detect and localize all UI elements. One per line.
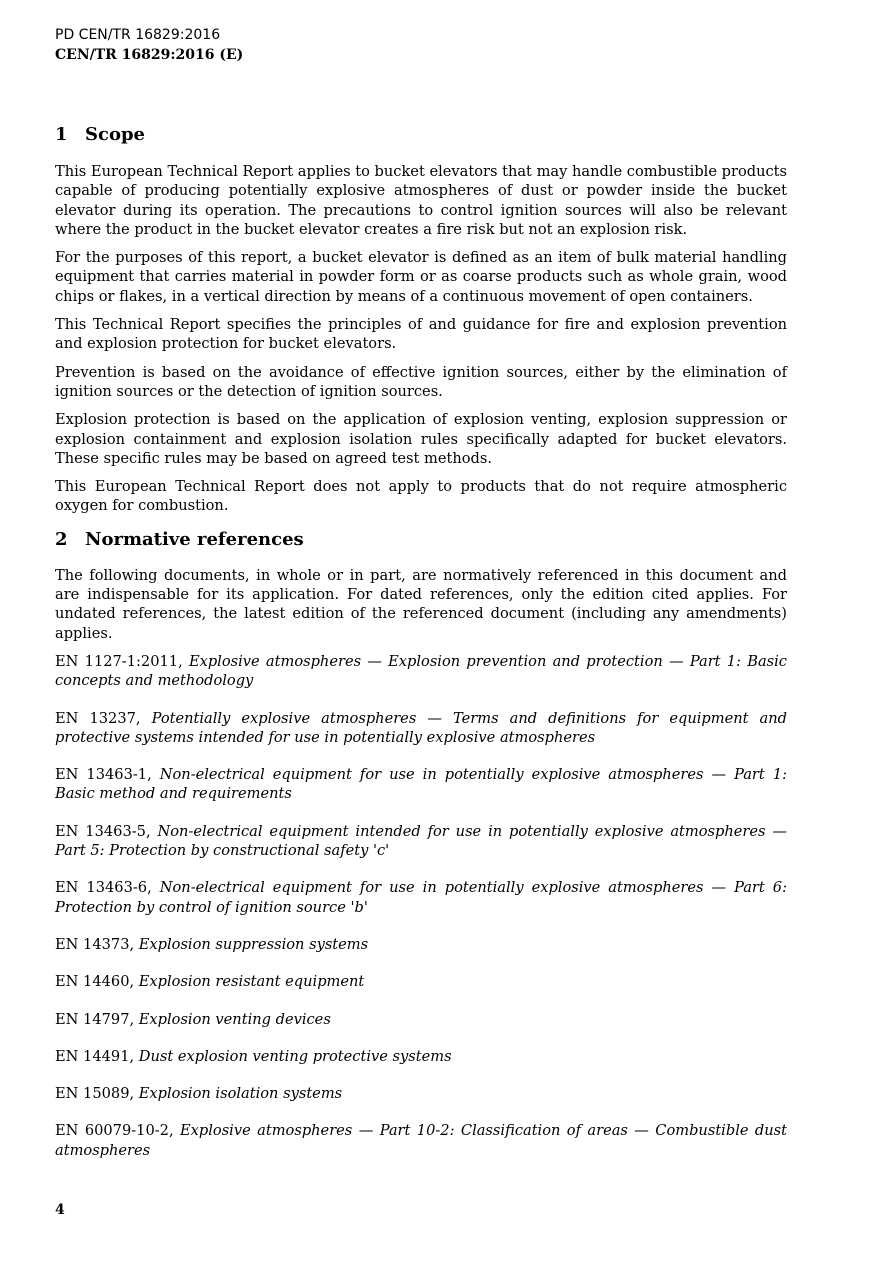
section-title: Normative references — [85, 528, 304, 550]
reference-code: EN 13463-6, — [55, 879, 160, 897]
reference-code: EN 14373, — [55, 935, 139, 953]
reference-title: Non-electrical equipment for use in potentially explosive atmospheres — Part 6: Protection by control of ignition source 'b' — [55, 879, 787, 916]
section-number: 1 — [55, 124, 68, 145]
reference-title: Explosion resistant equipment — [138, 973, 365, 991]
reference-code: EN 14491, — [55, 1047, 139, 1065]
reference-item — [55, 709, 787, 748]
header-document-id-en: CEN/TR 16829:2016 (E) — [55, 47, 244, 63]
page-content — [55, 123, 787, 1178]
reference-code: EN 15089, — [55, 1085, 139, 1103]
section-heading-normative-references — [55, 528, 787, 552]
page-number: 4 — [55, 1202, 65, 1218]
section-number: 2 — [55, 528, 68, 550]
header-document-id: PD CEN/TR 16829:2016 — [55, 27, 221, 43]
scope-paragraph: This Technical Report specifies the principles of and guidance for fire and explosion prevention and explosion protection for bucket elevators. — [55, 316, 787, 353]
reference-title: Explosion isolation systems — [138, 1085, 343, 1103]
reference-title: Dust explosion venting protective systems — [138, 1047, 452, 1065]
reference-item — [55, 1047, 787, 1066]
scope-paragraph: Explosion protection is based on the application of explosion venting, explosion suppression or explosion containment and explosion isolation rules specifically adapted for bucket elevators. These specific rules may be based on agreed test methods. — [55, 411, 787, 467]
reference-title: Explosive atmospheres — Part 10-2: Classification of areas — Combustible dust atmospheres — [55, 1122, 787, 1159]
reference-title: Non-electrical equipment intended for use in potentially explosive atmospheres — Part 5: Protection by constructional safety 'c' — [55, 822, 787, 860]
reference-item — [55, 878, 787, 917]
reference-title: Explosive atmospheres — Explosion prevention and protection — Part 1: Basic concepts and methodology — [55, 652, 787, 690]
section-heading-scope — [55, 123, 787, 147]
reference-code: EN 13237, — [55, 709, 152, 727]
section-title: Scope — [85, 124, 146, 145]
reference-item — [55, 765, 787, 804]
reference-item — [55, 652, 787, 691]
reference-title: Explosion venting devices — [138, 1010, 331, 1028]
scope-paragraph: Prevention is based on the avoidance of effective ignition sources, either by the elimination of ignition sources or the detection of ignition sources. — [55, 363, 787, 400]
scope-paragraph: This European Technical Report applies to bucket elevators that may handle combustible products capable of producing potentially explosive atmospheres of dust or powder inside the bucket elevator during its operation. The precautions to control ignition sources will also be relevant where the product in the bucket elevator creates a fire risk but not an explosion risk. — [55, 163, 787, 238]
reference-item — [55, 822, 787, 861]
reference-item — [55, 1084, 787, 1103]
reference-title: Explosion suppression systems — [138, 935, 369, 953]
scope-paragraph: For the purposes of this report, a bucket elevator is defined as an item of bulk material handling equipment that carries material in powder form or as coarse products such as whole grain, wood chips or flakes, in a vertical direction by means of a continuous movement of open containers. — [55, 249, 787, 305]
reference-code: EN 1127-1:2011, — [55, 652, 189, 670]
reference-item — [55, 1121, 787, 1160]
reference-code: EN 14460, — [55, 973, 139, 991]
scope-paragraph: This European Technical Report does not apply to products that do not require atmospheric oxygen for combustion. — [55, 478, 787, 515]
reference-item — [55, 1010, 787, 1029]
reference-code: EN 14797, — [55, 1010, 139, 1028]
reference-code: EN 60079-10-2, — [55, 1122, 181, 1140]
reference-title: Potentially explosive atmospheres — Terms and definitions for equipment and protective systems intended for use in potentially explosive atmospheres — [55, 709, 787, 746]
reference-item — [55, 935, 787, 954]
normative-intro: The following documents, in whole or in part, are normatively referenced in this document and are indispensable for its application. For dated references, only the edition cited applies. For undated references, the latest edition of the referenced document (including any amendments) applies. — [55, 566, 787, 642]
reference-code: EN 13463-1, — [55, 766, 160, 784]
reference-item — [55, 972, 787, 991]
reference-title: Non-electrical equipment for use in potentially explosive atmospheres — Part 1: Basic method and requirements — [55, 766, 787, 803]
reference-code: EN 13463-5, — [55, 822, 158, 840]
